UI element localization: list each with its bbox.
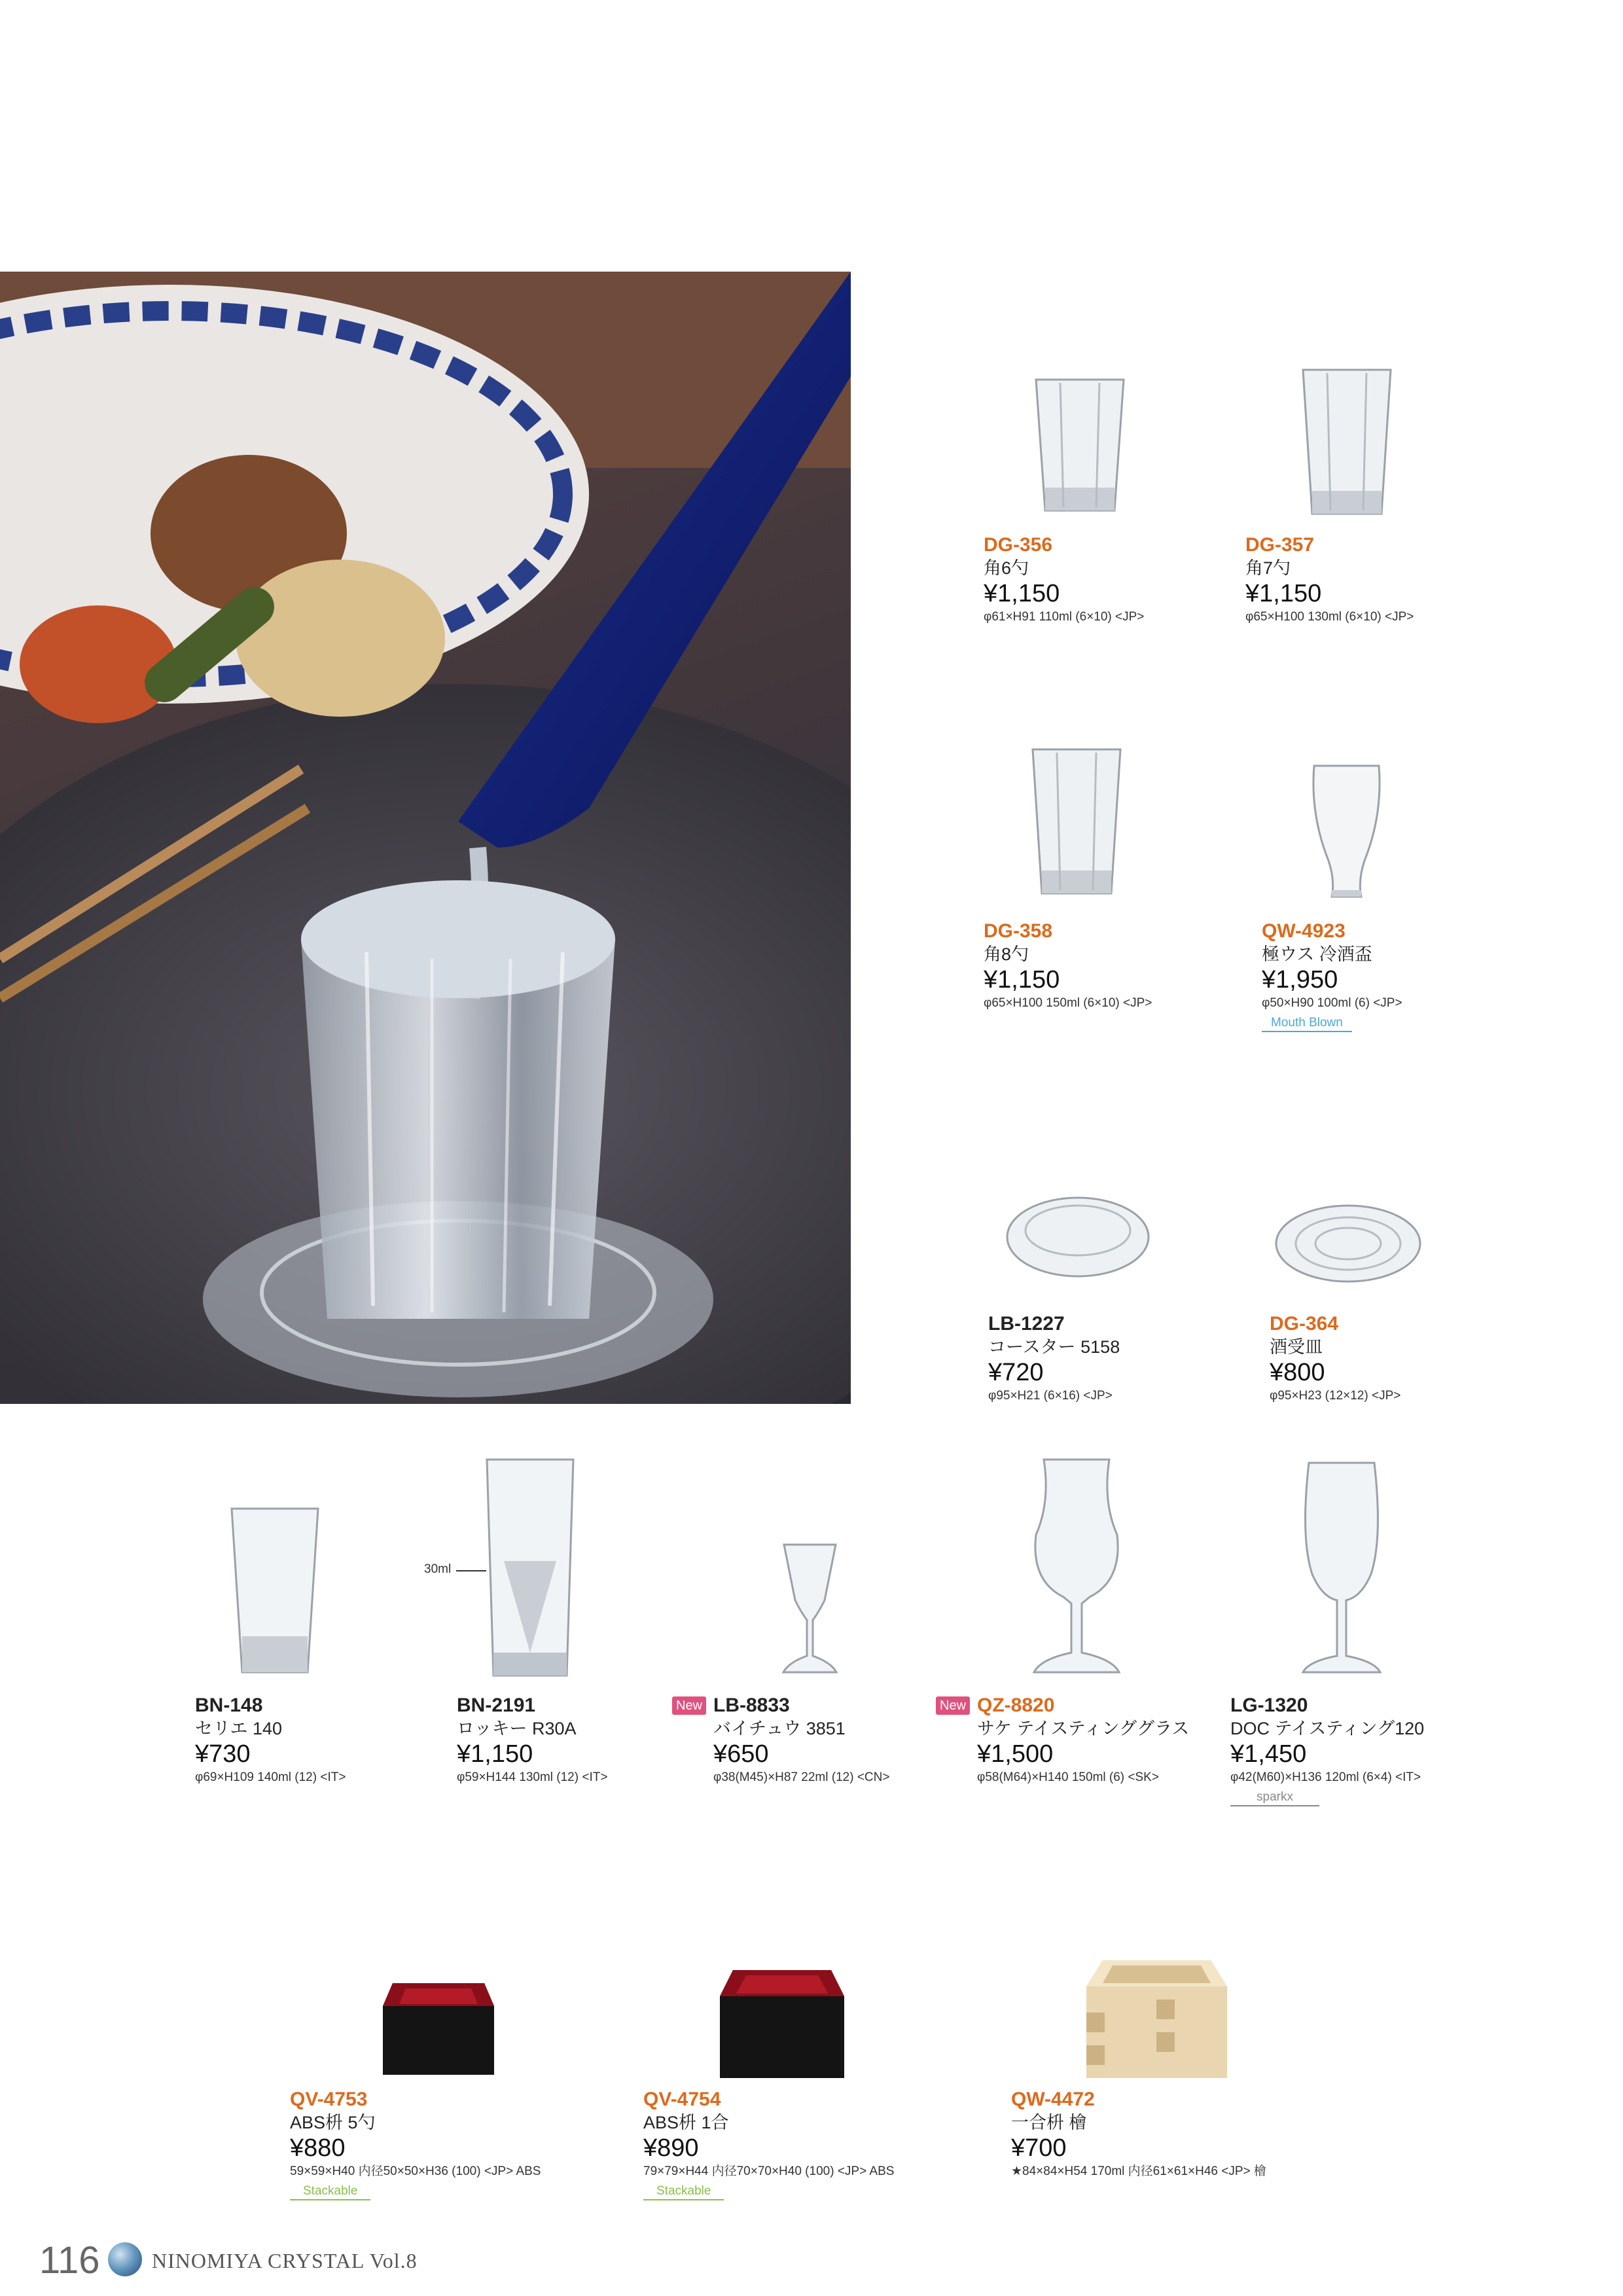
product-spec: φ50×H90 100ml (6) <JP> [1262, 996, 1402, 1010]
product-name: ロッキー R30A [457, 1719, 577, 1738]
product-price: ¥890 [643, 2134, 699, 2162]
product-code: BN-2191 [457, 1695, 536, 1716]
product-spec: φ42(M60)×H136 120ml (6×4) <IT> [1230, 1770, 1421, 1784]
product-spec: φ65×H100 130ml (6×10) <JP> [1245, 610, 1414, 624]
product-image-lb1227 [1005, 1191, 1152, 1283]
product-name: セリエ 140 [195, 1719, 283, 1738]
product-spec: 79×79×H44 内径70×70×H40 (100) <JP> ABS [643, 2164, 895, 2178]
product-code: DG-364 [1270, 1313, 1339, 1335]
product-name: サケ テイスティンググラス [977, 1719, 1190, 1738]
product-image-qz8820 [1031, 1456, 1122, 1679]
product-price: ¥650 [713, 1740, 769, 1768]
product-spec: φ61×H91 110ml (6×10) <JP> [984, 610, 1145, 624]
new-badge: New [936, 1696, 970, 1715]
product-price: ¥1,150 [984, 580, 1060, 607]
product-spec: φ95×H23 (12×12) <JP> [1270, 1389, 1401, 1403]
product-price: ¥1,500 [977, 1740, 1054, 1768]
stackable-tag: Stackable [290, 2183, 370, 2200]
page-number: 116 [39, 2239, 100, 2282]
product-qw4923 [1262, 920, 1402, 1032]
product-code: QW-4923 [1262, 920, 1346, 942]
product-code: QV-4754 [643, 2089, 721, 2110]
product-image-qv4754 [717, 1957, 847, 2085]
product-image-dg364 [1273, 1201, 1423, 1286]
product-code: LB-1227 [988, 1313, 1065, 1335]
product-image-lb8833 [779, 1541, 841, 1679]
product-spec: φ59×H144 130ml (12) <IT> [457, 1770, 608, 1784]
product-qv4753 [290, 2088, 541, 2200]
product-dg356 [984, 533, 1144, 626]
product-price: ¥1,150 [984, 966, 1060, 994]
product-image-dg356 [1031, 376, 1129, 520]
product-spec: φ58(M64)×H140 150ml (6) <SK> [977, 1770, 1159, 1784]
product-price: ¥1,450 [1230, 1740, 1307, 1768]
product-price: ¥880 [290, 2134, 346, 2162]
product-image-dg358 [1027, 746, 1126, 903]
product-bn2191 [457, 1694, 607, 1787]
product-image-lg1320 [1299, 1460, 1384, 1679]
product-name: 極ウス 冷酒盃 [1262, 944, 1372, 964]
catalog-title: NINOMIYA CRYSTAL Vol.8 [152, 2249, 418, 2272]
product-code: DG-358 [984, 920, 1053, 942]
product-image-qw4472 [1083, 1954, 1230, 2085]
product-code: DG-356 [984, 534, 1053, 556]
product-code: DG-357 [1245, 534, 1315, 556]
product-spec: φ95×H21 (6×16) <JP> [988, 1389, 1113, 1403]
product-name: DOC テイスティング120 [1230, 1719, 1425, 1738]
globe-icon [108, 2242, 142, 2276]
product-lb8833 [713, 1694, 889, 1787]
mouth-blown-tag: Mouth Blown [1262, 1015, 1352, 1032]
product-price: ¥1,950 [1262, 966, 1338, 994]
product-code: QW-4472 [1011, 2089, 1095, 2110]
product-name: 角6勺 [984, 558, 1029, 578]
product-name: バイチュウ 3851 [713, 1719, 846, 1738]
product-lg1320 [1230, 1694, 1424, 1806]
product-name: コースター 5158 [988, 1337, 1120, 1357]
product-price: ¥800 [1270, 1359, 1325, 1386]
new-badge: New [672, 1696, 706, 1715]
product-spec: 59×59×H40 内径50×50×H36 (100) <JP> ABS [290, 2164, 541, 2178]
product-spec: φ65×H100 150ml (6×10) <JP> [984, 996, 1152, 1010]
product-qz8820 [977, 1694, 1189, 1787]
product-image-qw4923 [1309, 762, 1384, 903]
product-dg364 [1270, 1312, 1400, 1405]
hero-photo [0, 272, 851, 1404]
capacity-note: 30ml [424, 1562, 452, 1576]
product-dg358 [984, 920, 1152, 1013]
product-spec: ★84×84×H54 170ml 内径61×61×H46 <JP> 檜 [1011, 2164, 1266, 2178]
product-code: QV-4753 [290, 2089, 368, 2110]
product-code: LB-8833 [713, 1695, 790, 1716]
product-image-qv4753 [380, 1970, 497, 2081]
product-spec: φ69×H109 140ml (12) <IT> [195, 1770, 346, 1784]
product-price: ¥730 [195, 1740, 251, 1768]
product-spec: φ38(M45)×H87 22ml (12) <CN> [713, 1770, 890, 1784]
product-price: ¥720 [988, 1359, 1044, 1386]
product-qw4472 [1011, 2088, 1266, 2181]
product-name: ABS枡 5勺 [290, 2113, 376, 2132]
product-image-bn2191 [484, 1456, 576, 1679]
product-name: 角8勺 [984, 944, 1029, 964]
product-price: ¥700 [1011, 2134, 1067, 2162]
product-name: ABS枡 1合 [643, 2113, 729, 2132]
product-lb1227 [988, 1312, 1120, 1405]
product-price: ¥1,150 [457, 1740, 533, 1768]
product-qv4754 [643, 2088, 894, 2200]
product-image-bn148 [229, 1505, 321, 1676]
stackable-tag: Stackable [643, 2183, 724, 2200]
product-name: 一合枡 檜 [1011, 2113, 1087, 2132]
product-name: 酒受皿 [1270, 1337, 1323, 1357]
product-code: QZ-8820 [977, 1695, 1055, 1716]
product-code: LG-1320 [1230, 1695, 1308, 1716]
product-name: 角7勺 [1245, 558, 1291, 578]
product-price: ¥1,150 [1245, 580, 1322, 607]
sparkx-tag: sparkx [1230, 1789, 1319, 1806]
product-dg357 [1245, 533, 1414, 626]
capacity-line [456, 1570, 486, 1571]
product-image-dg357 [1298, 367, 1396, 524]
product-bn148 [195, 1694, 346, 1787]
product-code: BN-148 [195, 1695, 263, 1716]
